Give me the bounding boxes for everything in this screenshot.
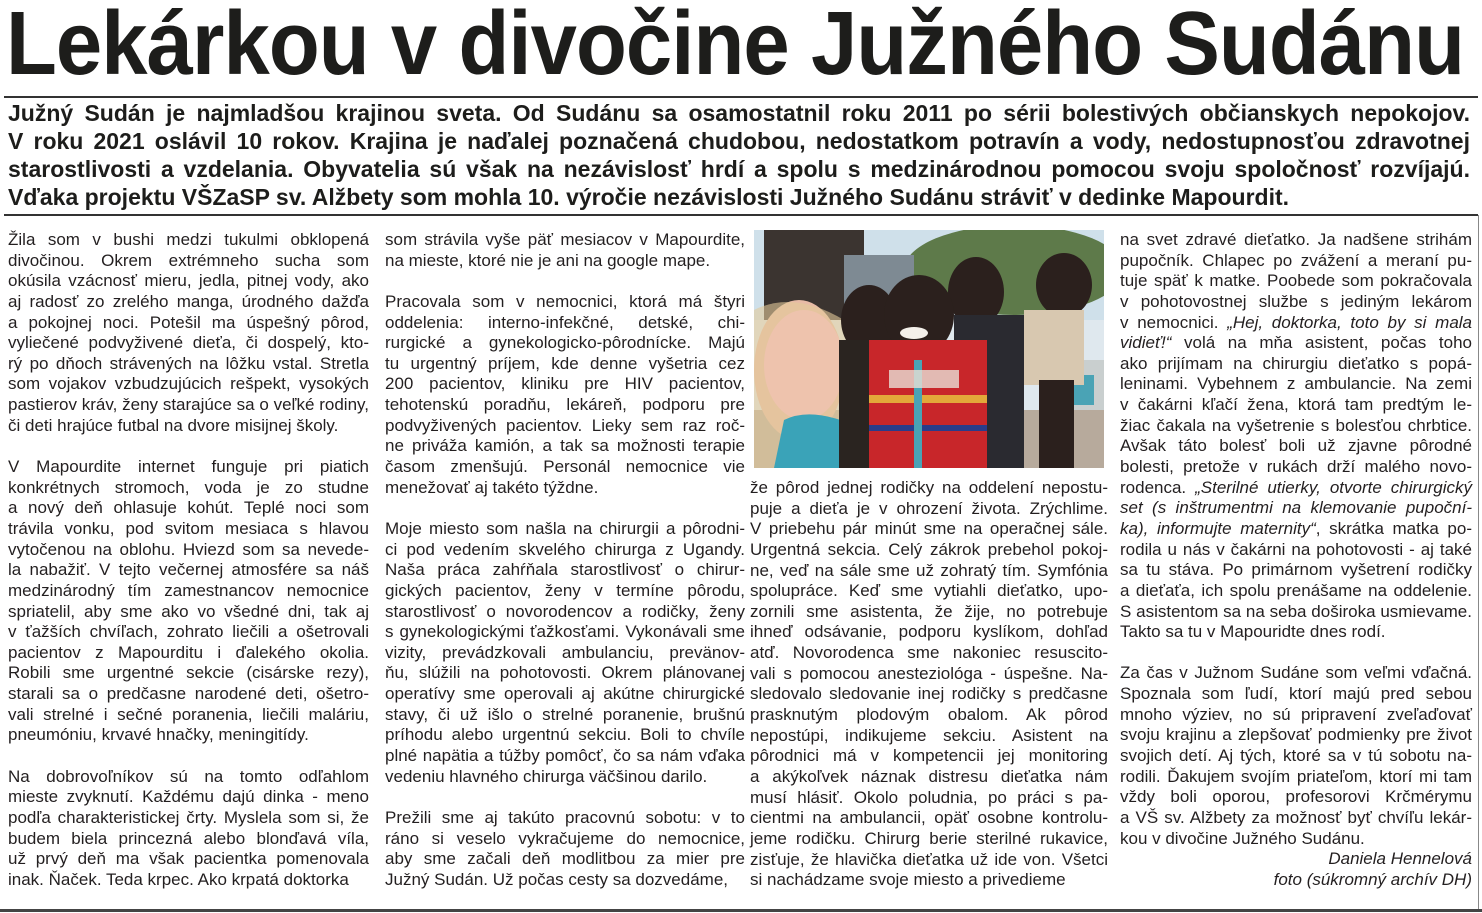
text-line: som strávila vyše päť mesiacov v Mapourdite,	[385, 230, 745, 249]
quote-text: set (s inštrumentmi na klemovanie pupoční-	[1120, 498, 1472, 518]
text-line: a dieťaťa, ich spolu prenášame na oddelenie.	[1120, 580, 1472, 600]
text-line: Moje miesto som našla na chirurgii a pôrodni-	[385, 518, 745, 538]
text-line: medzinárodný tím zamestnancov nemocnice	[8, 580, 369, 600]
text-line: a pokojnej noci. Potešil ma úspešný pôrod,	[8, 312, 369, 332]
text-line: mnoho výziev, no sú pripravení zveľaďovať	[1120, 704, 1472, 724]
text-line: v ťažších chvíľach, zohrato liečili a ošetrovali	[8, 622, 369, 642]
text-line: ci pod vedením skvelého chirurga z Ugandy.	[385, 539, 745, 559]
text-line: a VŠ sv. Alžbety za možnosť byť chvíľu lekár-	[1120, 807, 1472, 827]
text-line: ráno si veselo vykračujeme do nemocnice,	[385, 828, 745, 848]
text-line: okúsila vzácnosť mieru, jedla, pitnej vody, ako	[8, 271, 369, 291]
headline	[6, 0, 1464, 92]
text-line: Naša práca zahŕňala starostlivosť o chirur-	[385, 560, 745, 580]
divider	[0, 909, 1482, 912]
text-line: rurgické a gynekologicko-pôrodnícke. Majú	[385, 333, 745, 353]
text-line: zornili sme asistenta, že žije, no potrebuje	[750, 601, 1108, 621]
text-line	[1120, 498, 1472, 519]
paragraph-gap	[8, 436, 369, 457]
text-line: la nabažiť. V tejto večernej atmosfére sa náš	[8, 560, 369, 580]
text-line: sledovalo sledovanie inej rodičky s predčasne	[750, 684, 1108, 704]
text-line: vizity, prevádzkovali ambulanciu, prevänov-	[385, 642, 745, 662]
text-line: V priebehu pár minút sme na operačnej sále.	[750, 519, 1108, 539]
text-line: na mieste, ktoré nie je ani na google mape.	[385, 250, 711, 270]
text-line: v pohotovostnej službe s jediným lekárom	[1120, 291, 1472, 311]
text-line: tu urgentný príjem, kde denne vyšetria cez	[385, 353, 745, 373]
text-line: Spoznala som ľudí, ktorí majú pred sebou	[1120, 684, 1472, 704]
article-column-2	[385, 230, 745, 891]
text-line: Pracovala som v nemocnici, ktorá má štyri	[385, 291, 745, 311]
text-line: operatívy sme operovali aj akútne chirurgické	[385, 684, 745, 704]
text-line: vytočenou na oblohu. Hviezd som sa nevede-	[8, 539, 369, 559]
text-line: už prvý deň ma však pacientka pomenovala	[8, 849, 369, 869]
text-line: podľa charakteristickej črty. Myslela som si, že	[8, 807, 369, 827]
text-line: zisťuje, že hlavička dieťatka už ide von. Všetci	[750, 849, 1108, 869]
text-line: menežovať aj takéto týždne.	[385, 477, 599, 497]
text-line: pneumóniu, krvavé hnačky, meningitídy.	[8, 725, 309, 745]
text-line: vedeniu hlavného chirurga väčšinou darilo.	[385, 766, 708, 786]
headline-text: Lekárkou v divočine Južného Sudánu	[6, 0, 1464, 94]
text-line: Za čas v Južnom Sudáne som veľmi vďačná.	[1120, 663, 1472, 683]
text-line: rodila u nás v čakárni na pohotovosti - aj také	[1120, 539, 1472, 559]
text-line	[1120, 519, 1472, 540]
text-line	[1120, 333, 1472, 354]
text-line: vali s pomocou anesteziológa - úspešne. Na-	[750, 663, 1108, 683]
paragraph-gap	[8, 746, 369, 767]
text-line: V roku 2021 oslávil 10 rokov. Krajina je naďalej poznačená chudobou, nedostatkom potravín a vody, nedostupnosťou zdravotnej	[8, 128, 1470, 154]
text-line: si nachádzame svoje miesto a privedieme	[750, 870, 1066, 890]
text-line: aby sme začali deň modlitbou za mier pre	[385, 849, 745, 869]
text-line: prasknutým plodovým obalom. Ak pôrod	[750, 705, 1108, 725]
text-line: vyliečené podvyživené dieťa, či dospelý, kto-	[8, 333, 369, 353]
text-line: som vojakov vzbudzujúcich rešpekt, vysokých	[8, 374, 369, 394]
text-line: oddelenia: interno-infekčné, detské, chi-	[385, 312, 745, 332]
text-line: stavy, či už išlo o strelné poranenie, brušnú	[385, 704, 745, 724]
text-line	[1120, 478, 1472, 499]
text-line: príhodu alebo urgentnú sekciu. Boli to chvíle	[385, 725, 745, 745]
text-line: Avšak táto bolesť boli už zjavne pôrodné	[1120, 436, 1472, 456]
paragraph-gap	[1120, 643, 1472, 664]
article-column-3	[750, 230, 1108, 891]
text-line: sa tu stáva. Po primárnom vyšetrení rodičky	[1120, 560, 1472, 580]
text-line: starostlivosti a vzdelania. Obyvatelia sú však na nezávislosť hrdí a spolu s medzinárodnou pomocou svoju spoločnosť rozvíjajú.	[8, 156, 1470, 182]
text-line: pôrodnici má v kompetencii jej monitoring	[750, 746, 1108, 766]
text-line: Vďaka projektu VŠZaSP sv. Alžbety som mohla 10. výročie nezávislosti Južného Sudánu stráviť v dedinke Mapourdit.	[8, 184, 1290, 210]
text-line: Takto sa tu v Mapouridte dnes rodí.	[1120, 622, 1386, 642]
text-line: cientmi na ambulancii, opäť osobne kontrolu-	[750, 808, 1108, 828]
paragraph-gap	[385, 498, 745, 519]
text-line: a akýkoľvek náznak distresu dieťatka nám	[750, 766, 1108, 786]
text-line: Prežili sme aj takúto pracovnú sobotu: v to	[385, 807, 745, 827]
quote-text: vidieť!“	[1120, 333, 1172, 353]
divider	[4, 214, 1478, 216]
text-line: Na dobrovoľníkov sú na tomto odľahlom	[8, 766, 369, 786]
text-line: ne, veď na sále sme už zohratý tím. Symfónia	[750, 560, 1108, 580]
divider	[1478, 215, 1479, 910]
text-segment: rodenca.	[1120, 477, 1196, 497]
paragraph-gap	[385, 787, 745, 808]
text-line: nepostúpi, indikujeme sekciu. Asistent na	[750, 725, 1108, 745]
text-line: vali strelné i sečné poranenia, liečili maláriu,	[8, 704, 369, 724]
text-line: inak. Ňaček. Teda krpec. Ako krpatá doktorka	[8, 869, 349, 889]
text-line: leninami. Vybehnem z ambulancie. Na zemi	[1120, 374, 1472, 394]
text-line: bolesti, pretože v rukách drží malého novo-	[1120, 457, 1472, 477]
text-line: spolupráce. Keď sme vytiahli dieťatko, upo-	[750, 581, 1108, 601]
quote-text: „Sterilné utierky, otvorte chirurgický	[1195, 477, 1472, 497]
text-line: plné napätia a túžby pomôcť, čo sa nám vďaka	[385, 746, 745, 766]
text-line: S asistentom sa na seba doširoka usmievame.	[1120, 601, 1472, 621]
text-line: mieste zvyknutí. Každému dajú dinka - meno	[8, 787, 369, 807]
text-line: gických pacientov, ženy v termíne pôrodu,	[385, 580, 745, 600]
text-line: atď. Novorodenca sme nakoniec resuscito-	[750, 643, 1108, 663]
text-line: rodili. Ďakujem svojím priateľom, ktorí mi tam	[1120, 766, 1472, 786]
article-column-1	[8, 230, 369, 891]
text-line: a nový deň ohlasuje kohút. Teplé noci som	[8, 498, 369, 518]
text-line: divočinou. Okrem extrémneho sucha som	[8, 250, 369, 270]
text-line: 200 pacientov, kliniku pre HIV pacientov,	[385, 374, 745, 394]
text-line: jeme rodičku. Chirurg berie sterilné rukavice,	[750, 828, 1108, 848]
text-line: rý po dňoch strávených na lôžku vstal. Stretla	[8, 353, 369, 373]
text-line: trávila vonku, pod svitom mesiaca s hlavou	[8, 518, 369, 538]
text-line: ako prijímam na chirurgiu dieťatko s popá-	[1120, 353, 1472, 373]
text-line: spriatelil, aby sme ako vo všedné dni, tak aj	[8, 601, 369, 621]
text-line: vždy boli oporou, profesorovi Krčmérymu	[1120, 787, 1472, 807]
photo-selfie-with-children	[754, 230, 1104, 468]
lead-paragraph	[8, 99, 1470, 211]
text-line: Robili sme urgentné sekcie (cisárske rezy),	[8, 663, 369, 683]
text-line: ne priváža kamión, a tak sa možnosti terapie	[385, 436, 745, 456]
text-line: na svet zdravé dieťatko. Ja nadšene strihám	[1120, 230, 1472, 249]
text-line	[1120, 313, 1472, 334]
text-line: svoju krajinu a zlepšovať podmienky pre život	[1120, 725, 1472, 745]
text-line: pastierov kráv, ženy starajúce sa o veľké rodiny,	[8, 395, 369, 415]
text-line: budem biela princezná alebo blonďavá víla,	[8, 828, 369, 848]
text-line: časom zmenšujú. Personál nemocnice vie	[385, 457, 745, 477]
text-line: či deti hrajúce futbal na dvore misijnej školy.	[8, 415, 339, 435]
text-line: starostlivosť o novorodencov a rodičky, ženy	[385, 601, 745, 621]
photo-credit: foto (súkromný archív DH)	[1273, 869, 1472, 889]
text-line: Žila som v bushi medzi tukulmi obklopená	[8, 230, 369, 249]
text-line: podvyživených pacientov. Lieky sem raz roč-	[385, 415, 745, 435]
author-byline: Daniela Hennelová	[1328, 849, 1472, 869]
paragraph-gap	[385, 271, 745, 292]
text-line: tuje späť k matke. Poobede som pokračovala	[1120, 271, 1472, 291]
text-line: ňu, slúžili na pohotovosti. Okrem plánovanej	[385, 663, 745, 683]
quote-text: ka), informujte maternity“	[1120, 518, 1316, 538]
text-line: svojich detí. Aj tých, ktoré sa v tú sobotu na-	[1120, 746, 1472, 766]
quote-text: „Hej, doktorka, toto by si mala	[1227, 312, 1472, 332]
text-line: že pôrod jednej rodičky na oddelení nepostu-	[750, 478, 1108, 497]
text-line: aj radosť zo zrelého manga, úrodného dažďa	[8, 291, 369, 311]
text-line: Južný Sudán je najmladšou krajinou sveta. Od Sudánu sa osamostatnil roku 2011 po sérii bolestivých občianskych nepokojov.	[8, 100, 1470, 126]
text-line: Južný Sudán. Už počas cesty sa dozvedáme,	[385, 869, 729, 889]
text-line: v čakárni kľačí žena, ktorá tam predtým le-	[1120, 395, 1472, 415]
text-segment: volá na mňa asistent, počas toho	[1171, 333, 1472, 353]
text-line: pacientov z Mapourditu i ďalekého okolia.	[8, 642, 369, 662]
text-segment: v nemocnici.	[1120, 312, 1228, 332]
text-line: konkrétnych stromoch, voda je zo studne	[8, 477, 369, 497]
article-photo	[750, 230, 1108, 478]
text-line: kou v divočine Južného Sudánu.	[1120, 828, 1365, 848]
text-line: tehotenskú poradňu, lekáreň, podporu pre	[385, 395, 745, 415]
text-line: žiac čakala na vyšetrenie s bolesťou chrbtice.	[1120, 415, 1472, 435]
text-segment: , skrátka matka po-	[1315, 518, 1472, 538]
text-line: puje a dieťa je v ohrození života. Zrýchlime.	[750, 498, 1108, 518]
text-line: musí hlásiť. Okolo poludnia, po práci s pa-	[750, 787, 1108, 807]
article-column-4	[1120, 230, 1472, 891]
text-line: V Mapourdite internet funguje pri piatich	[8, 457, 369, 477]
text-line: starali sa o predčasne narodené deti, ošetro-	[8, 684, 369, 704]
text-line: ihneď odsávanie, podporu kyslíkom, dohľad	[750, 622, 1108, 642]
text-line: Urgentná sekcia. Celý zákrok prebehol pokoj-	[750, 539, 1108, 559]
text-line: pupočník. Chlapec po zvážení a meraní pu-	[1120, 250, 1472, 270]
divider	[4, 96, 1478, 98]
text-line: s gynekologickými ťažkosťami. Vykonávali sme	[385, 622, 745, 642]
